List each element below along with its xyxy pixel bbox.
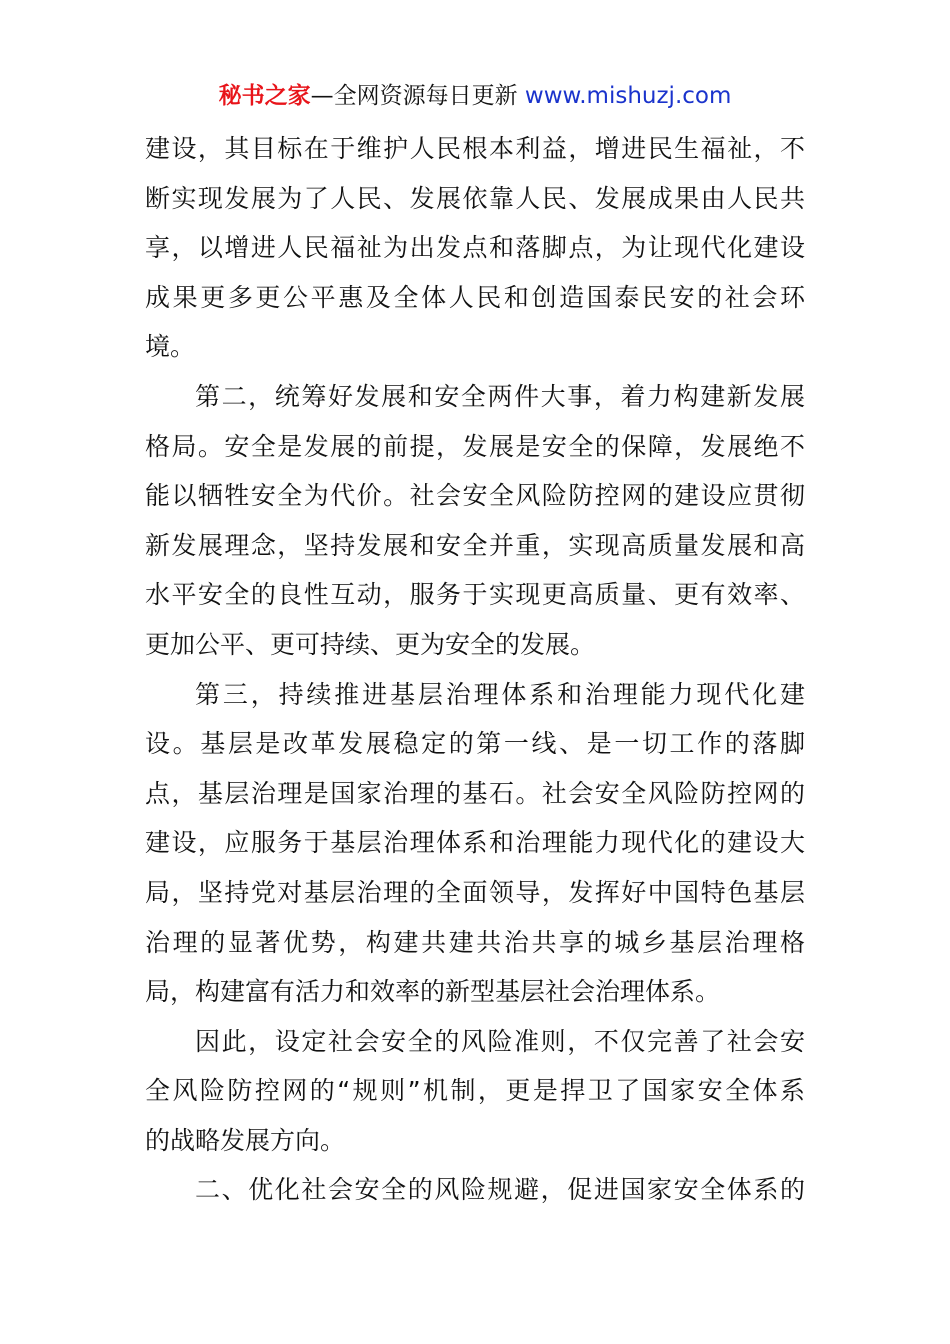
site-tagline: —全网资源每日更新	[310, 83, 525, 109]
text-line: 点，基层治理是国家治理的基石。社会安全风险防控网的	[145, 778, 805, 808]
text-line: 的战略发展方向。	[145, 1125, 346, 1155]
site-url-link[interactable]: www.mishuzj.com	[524, 83, 732, 109]
text-line: 水平安全的良性互动，服务于实现更高质量、更有效率、	[145, 580, 805, 610]
text-line: 建设，其目标在于维护人民根本利益，增进民生福祉，不	[145, 134, 805, 163]
text-line: 能以牺牲安全为代价。社会安全风险防控网的建设应贯彻	[145, 481, 805, 511]
text-line: 局，坚持党对基层治理的全面领导，发挥好中国特色基层	[145, 877, 805, 907]
text-line: 境。	[145, 332, 196, 362]
section-heading-line: 二、优化社会安全的风险规避，促进国家安全体系的	[195, 1175, 805, 1205]
site-brand: 秘书之家	[218, 83, 311, 109]
text-line: 成果更多更公平惠及全体人民和创造国泰民安的社会环	[145, 282, 805, 312]
text-line: 建设，应服务于基层治理体系和治理能力现代化的建设大	[145, 828, 805, 858]
site-header	[0, 80, 950, 112]
text-line: 设。基层是改革发展稳定的第一线、是一切工作的落脚	[145, 729, 805, 759]
text-line: 治理的显著优势，构建共建共治共享的城乡基层治理格	[145, 927, 805, 957]
text-line: 格局。安全是发展的前提，发展是安全的保障，发展绝不	[145, 431, 805, 461]
paragraph-start-line: 第三，持续推进基层治理体系和治理能力现代化建	[195, 679, 805, 709]
text-line: 更加公平、更可持续、更为安全的发展。	[145, 629, 596, 659]
text-line: 断实现发展为了人民、发展依靠人民、发展成果由人民共	[145, 183, 805, 213]
text-line: 局，构建富有活力和效率的新型基层社会治理体系。	[145, 977, 721, 1007]
paragraph-start-line: 第二，统筹好发展和安全两件大事，着力构建新发展	[195, 381, 805, 411]
text-line: 新发展理念，坚持发展和安全并重，实现高质量发展和高	[145, 530, 805, 560]
text-line: 享，以增进人民福祉为出发点和落脚点，为让现代化建设	[145, 233, 805, 263]
text-line: 全风险防控网的“规则”机制，更是捍卫了国家安全体系	[145, 1076, 805, 1106]
document-body	[145, 124, 805, 1215]
paragraph-start-line: 因此，设定社会安全的风险准则，不仅完善了社会安	[195, 1026, 805, 1056]
